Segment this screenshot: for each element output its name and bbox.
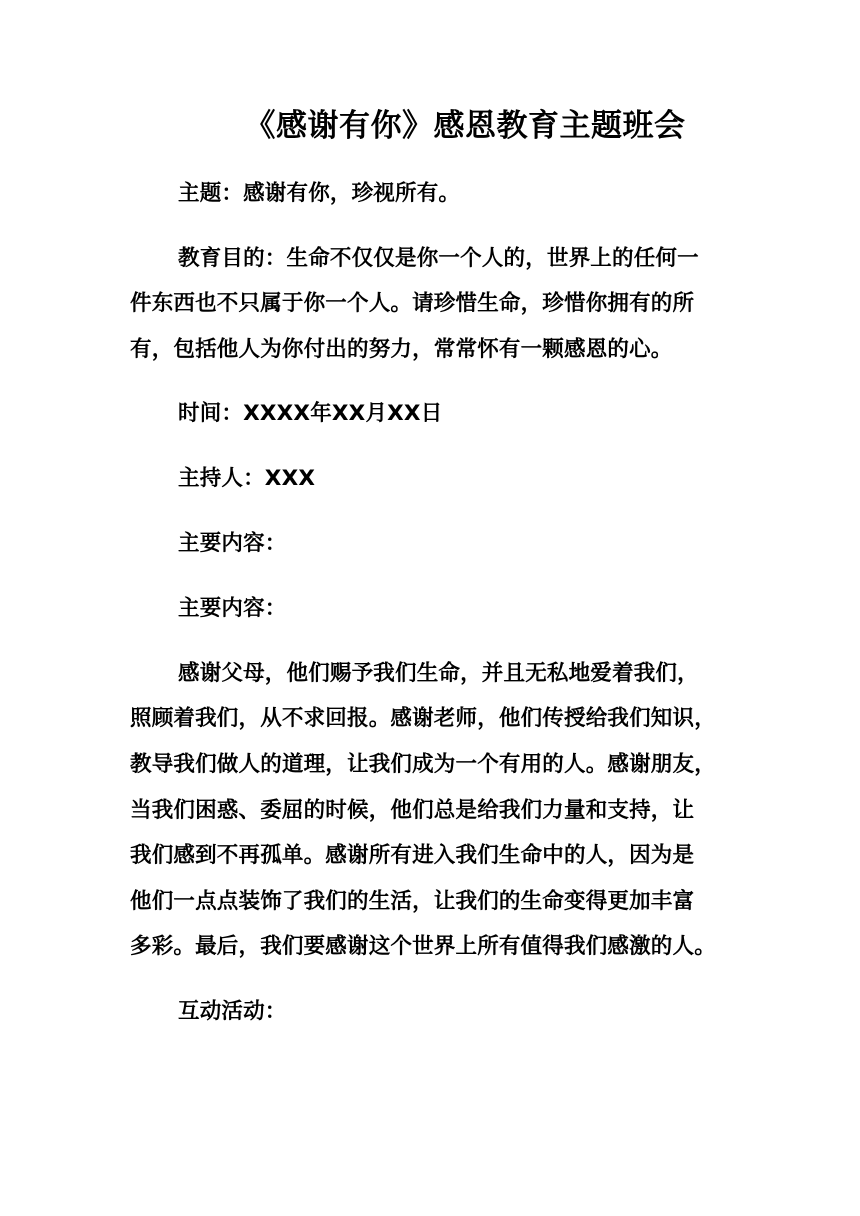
thanks-line-6: 他们一点点装饰了我们的生活，让我们的生命变得更加丰富 — [130, 889, 695, 914]
main-content-heading-2: 主要内容： — [178, 596, 287, 621]
thanks-line-4: 当我们困惑、委屈的时候，他们总是给我们力量和支持，让 — [130, 798, 695, 823]
theme-line: 主题：感谢有你，珍视所有。 — [178, 181, 461, 206]
goal-line-2: 件东西也不只属于你一个人。请珍惜生命，珍惜你拥有的所 — [130, 291, 695, 316]
thanks-line-1: 感谢父母，他们赐予我们生命，并且无私地爱着我们， — [178, 661, 699, 686]
thanks-line-7: 多彩。最后，我们要感谢这个世界上所有值得我们感激的人。 — [130, 934, 716, 959]
main-content-heading-1: 主要内容： — [178, 531, 287, 556]
document-title: 《感谢有你》感恩教育主题班会 — [244, 108, 686, 144]
goal-line-1: 教育目的：生命不仅仅是你一个人的，世界上的任何一 — [178, 246, 699, 271]
thanks-line-3: 教导我们做人的道理，让我们成为一个有用的人。感谢朋友， — [130, 752, 716, 777]
time-line: 时间：XXXX年XX月XX日 — [178, 401, 443, 426]
goal-line-3: 有，包括他人为你付出的努力，常常怀有一颗感恩的心。 — [130, 337, 673, 362]
thanks-line-5: 我们感到不再孤单。感谢所有进入我们生命中的人，因为是 — [130, 843, 695, 868]
interactive-heading: 互动活动： — [178, 999, 287, 1024]
thanks-line-2: 照顾着我们，从不求回报。感谢老师，他们传授给我们知识， — [130, 706, 716, 731]
host-line: 主持人：XXX — [178, 466, 316, 491]
